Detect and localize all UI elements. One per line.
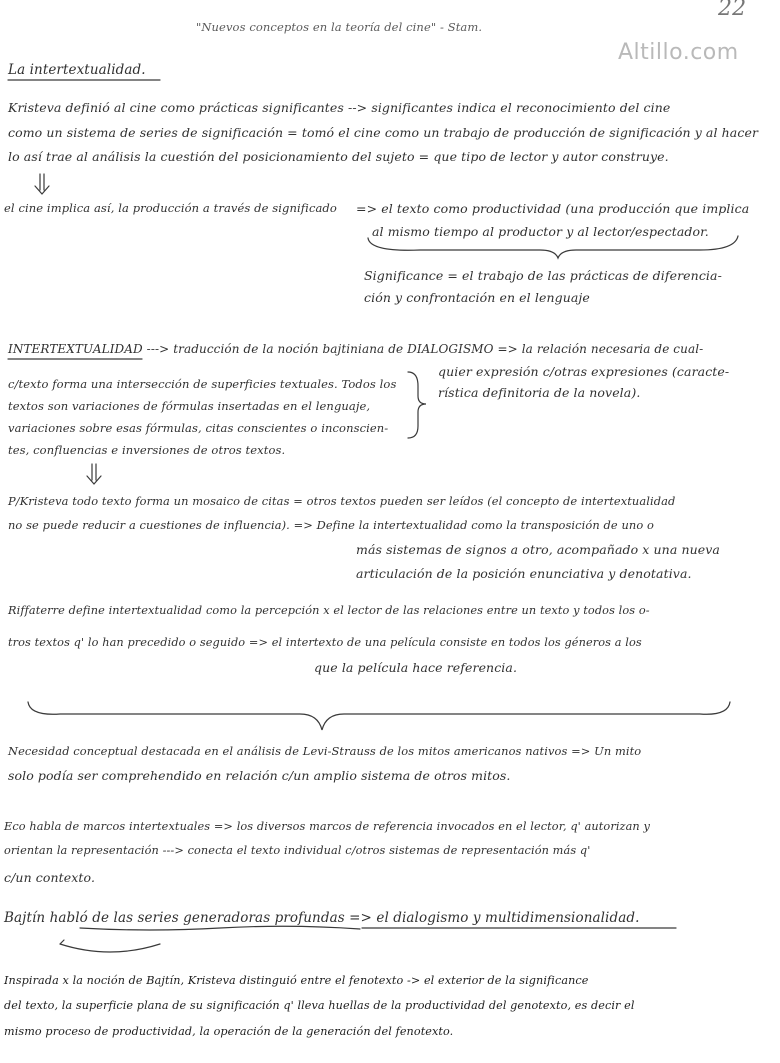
down-arrow-icon <box>87 464 101 484</box>
down-arrow-icon <box>35 174 49 194</box>
section-heading: La intertextualidad. <box>8 62 146 78</box>
note-line: Necesidad conceptual destacada en el análisis de Levi-Strauss de los mitos americanos nativos => Un mito <box>8 744 642 758</box>
note-line: articulación de la posición enunciativa y denotativa. <box>356 566 692 581</box>
page-title: "Nuevos conceptos en la teoría del cine" - Stam. <box>196 20 483 34</box>
note-line: Riffaterre define intertextualidad como la percepción x el lector de las relaciones entre un texto y todos los o- <box>8 604 650 617</box>
note-line: como un sistema de series de significación = tomó el cine como un trabajo de producción de significación y al hacer <box>8 125 759 140</box>
note-line: textos son variaciones de fórmulas insertadas en el lenguaje, <box>8 399 371 413</box>
page-number: 22 <box>718 0 747 21</box>
section-brace <box>28 702 730 730</box>
note-line: Bajtín habló de las series generadoras profundas => el dialogismo y multidimensionalidad. <box>4 910 640 926</box>
note-line: que la película hace referencia. <box>314 660 518 675</box>
note-line: del texto, la superficie plana de su significación q' lleva huellas de la productividad del genotexto, es decir el <box>4 999 635 1012</box>
note-line: solo podía ser comprehendido en relación c/un amplio sistema de otros mitos. <box>8 768 511 783</box>
note-line: el cine implica así, la producción a través de significado <box>4 201 337 215</box>
note-line: Eco habla de marcos intertextuales => los diversos marcos de referencia invocados en el lector, q' autorizan y <box>4 820 650 833</box>
note-line: al mismo tiempo al productor y al lector/espectador. <box>372 224 709 239</box>
note-line: mismo proceso de productividad, la operación de la generación del fenotexto. <box>4 1025 454 1038</box>
curved-mark <box>60 940 64 944</box>
note-line: tros textos q' lo han precedido o seguido => el intertexto de una película consiste en todos los géneros a los <box>8 636 642 649</box>
note-line: => el texto como productividad (una producción que implica <box>356 201 750 216</box>
note-line: variaciones sobre esas fórmulas, citas conscientes o inconscien- <box>8 421 389 435</box>
curved-mark <box>60 944 160 952</box>
note-line: lo así trae al análisis la cuestión del posicionamiento del sujeto = que tipo de lector y autor construye. <box>8 149 669 164</box>
note-line: Significance = el trabajo de las prácticas de diferencia- <box>364 268 722 283</box>
note-line: tes, confluencias e inversiones de otros textos. <box>8 443 286 457</box>
curly-brace <box>368 236 738 258</box>
watermark-logo: Altillo.com <box>618 40 739 65</box>
note-line: c/un contexto. <box>4 870 96 885</box>
note-line: más sistemas de signos a otro, acompañado x una nueva <box>356 542 720 557</box>
note-line: INTERTEXTUALIDAD ---> traducción de la noción bajtiniana de DIALOGISMO => la relación necesaria de cual- <box>8 342 704 356</box>
right-brace <box>408 372 426 438</box>
note-line: quier expresión c/otras expresiones (caracte- <box>438 364 730 379</box>
note-line: Kristeva definió al cine como prácticas significantes --> significantes indica el reconocimiento del cine <box>8 100 671 115</box>
note-line: c/texto forma una intersección de superficies textuales. Todos los <box>8 377 397 391</box>
note-line: ción y confrontación en el lenguaje <box>364 290 590 305</box>
note-line: P/Kristeva todo texto forma un mosaico de citas = otros textos pueden ser leídos (el concepto de intertextualidad <box>8 494 676 508</box>
note-line: Inspirada x la noción de Bajtín, Kristeva distinguió entre el fenotexto -> el exterior de la significance <box>4 974 589 987</box>
note-line: rística definitoria de la novela). <box>438 385 641 400</box>
note-line: no se puede reducir a cuestiones de influencia). => Define la intertextualidad como la transposición de uno o <box>8 518 654 532</box>
note-line: orientan la representación ---> conecta el texto individual c/otros sistemas de representación más q' <box>4 844 591 857</box>
text-underline <box>80 926 360 930</box>
